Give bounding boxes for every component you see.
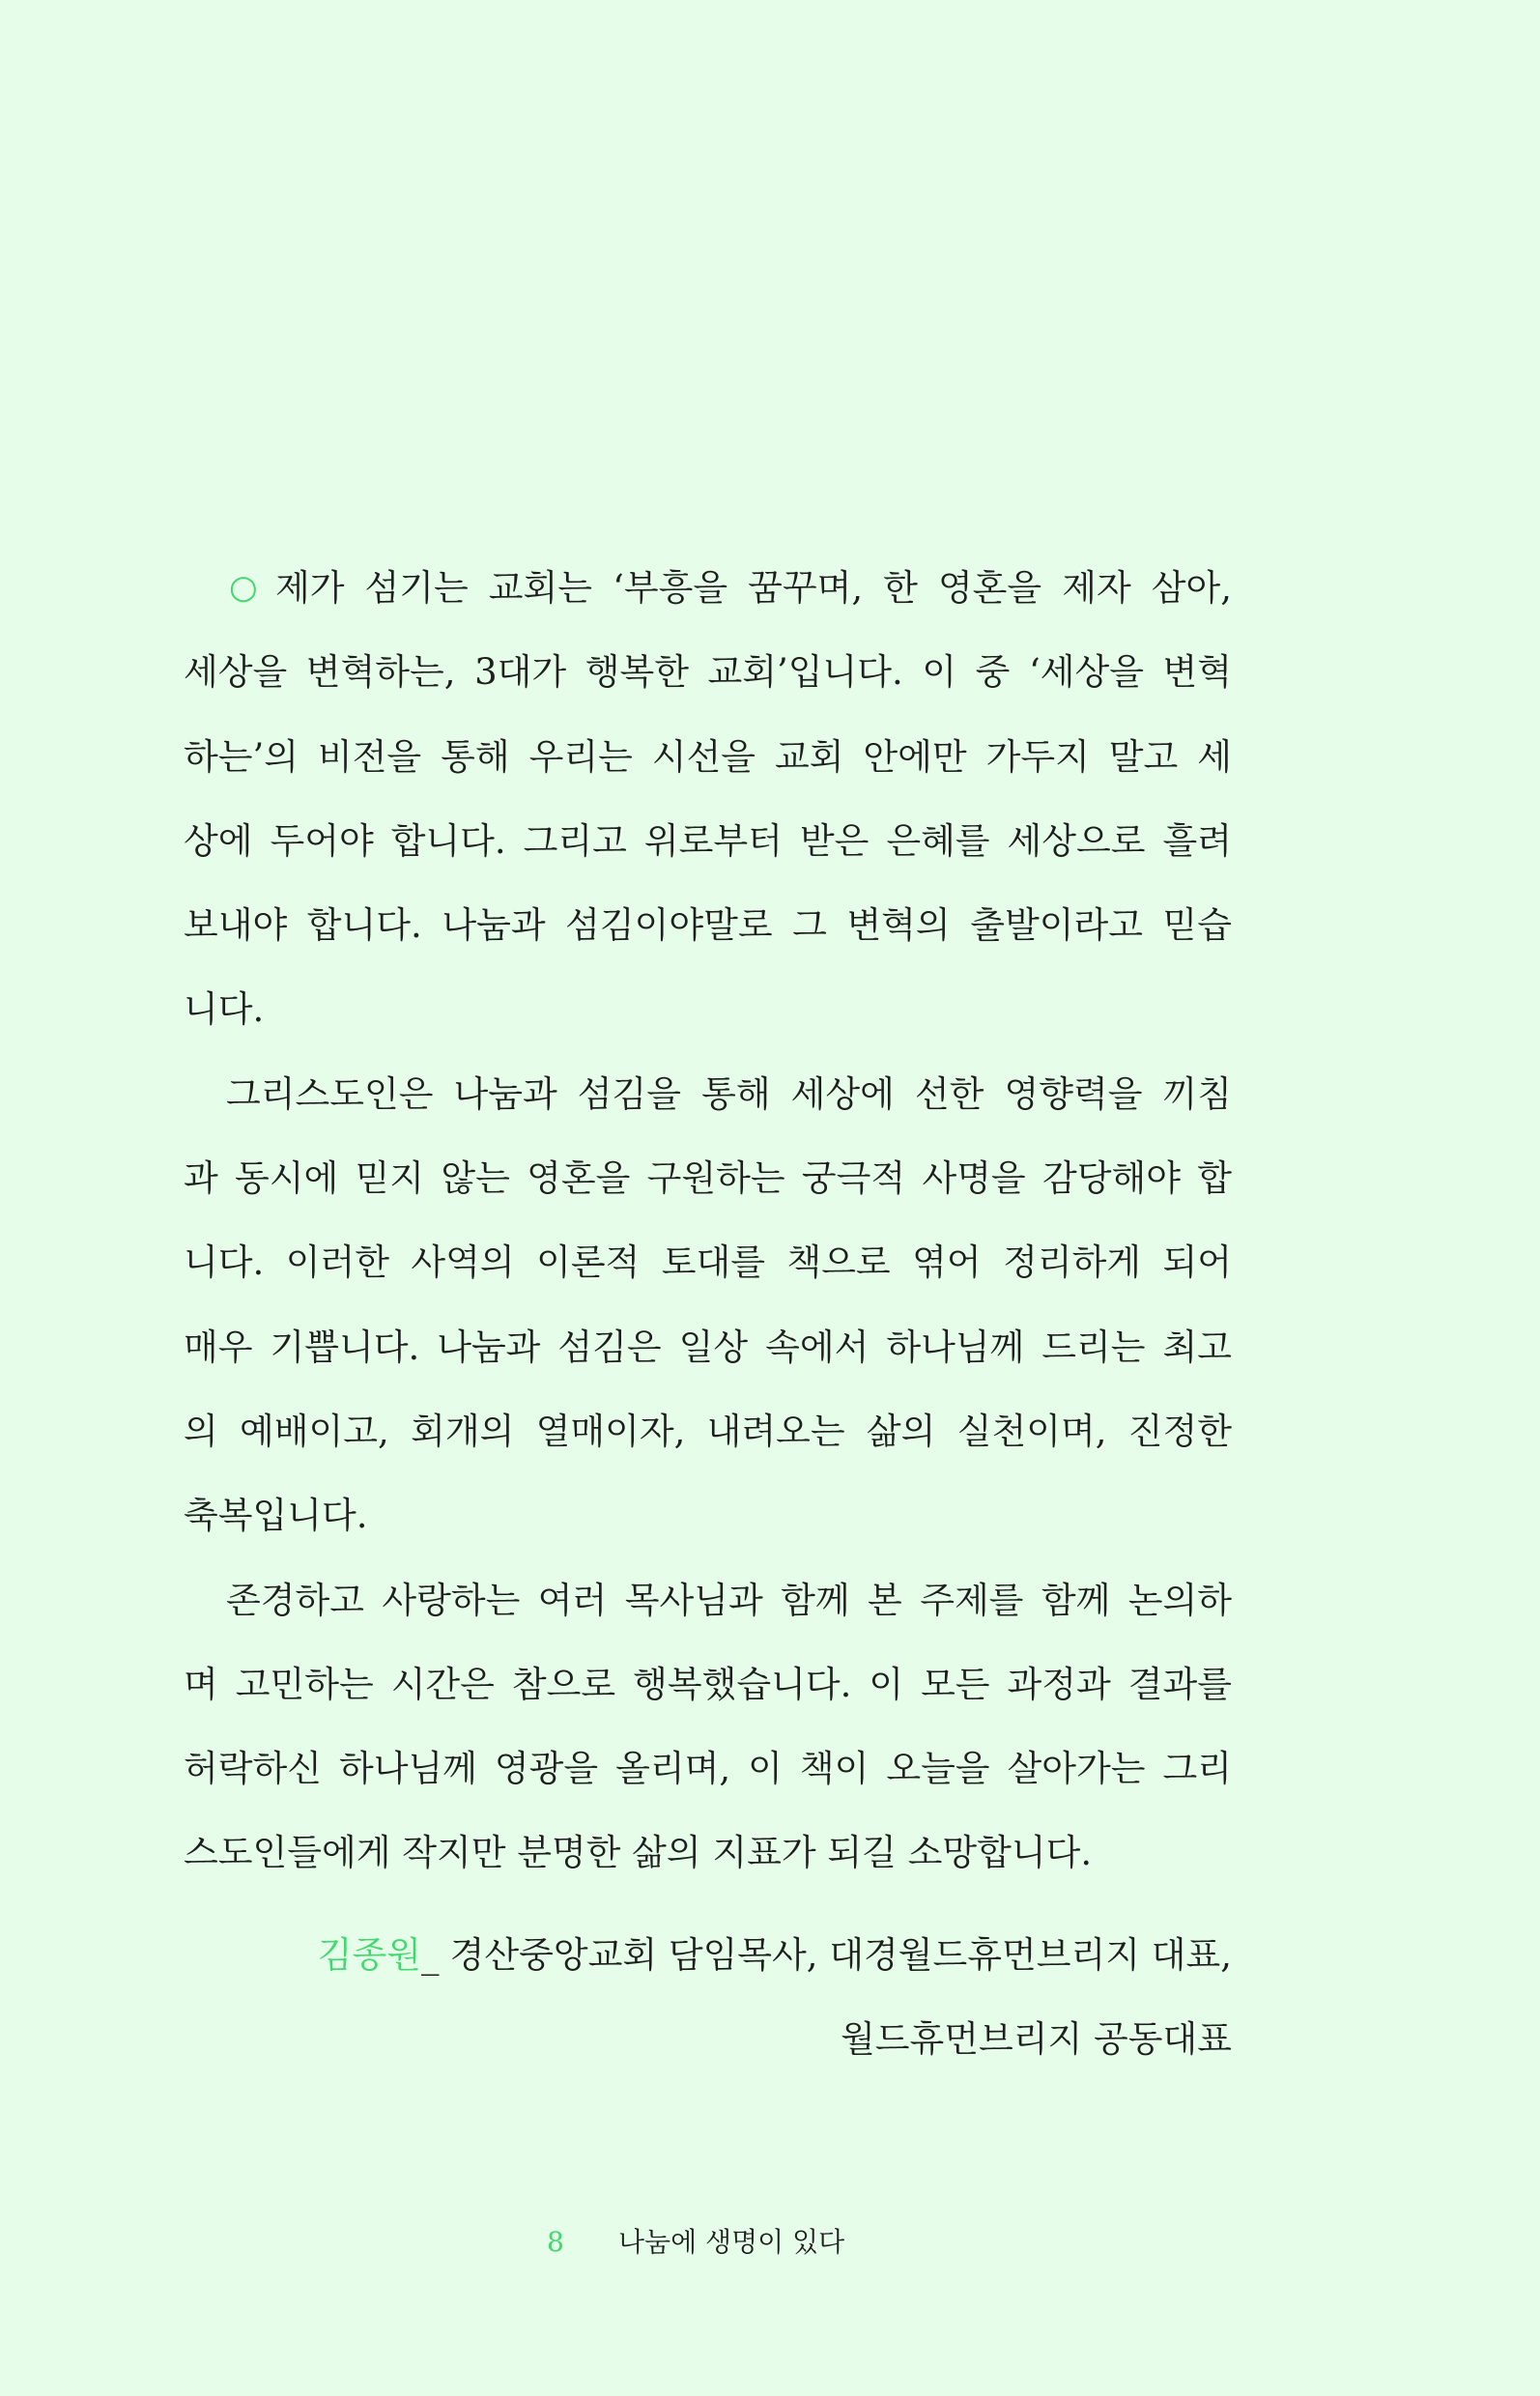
circle-marker-icon: ○ <box>229 568 258 607</box>
text-line <box>184 546 1232 630</box>
paragraph-3 <box>184 1558 1232 1896</box>
text-line: 그리스도인은 나눔과 섬김을 통해 세상에 선한 영향력을 끼침 <box>226 1072 1232 1115</box>
author-title-continued: 월드휴먼브리지 공동대표 <box>841 2018 1232 2061</box>
text-line: 과 동시에 믿지 않는 영혼을 구원하는 궁극적 사명을 감당해야 합 <box>184 1157 1232 1200</box>
page-footer <box>0 2224 1540 2261</box>
text-line: 매우 기쁩니다. 나눔과 섬김은 일상 속에서 하나님께 드리는 최고 <box>184 1326 1232 1368</box>
author-title: 경산중앙교회 담임목사, 대경월드휴먼브리지 대표, <box>449 1934 1232 1976</box>
text-line: 하는’의 비전을 통해 우리는 시선을 교회 안에만 가두지 말고 세 <box>184 735 1232 778</box>
author-name: 김종원 <box>317 1934 422 1976</box>
body-text <box>184 546 1232 1896</box>
signature-line-1 <box>184 1913 1232 1997</box>
text-line: 의 예배이고, 회개의 열매이자, 내려오는 삶의 실천이며, 진정한 <box>184 1410 1232 1452</box>
page-number: 8 <box>547 2226 564 2258</box>
text-line: 보내야 합니다. 나눔과 섬김이야말로 그 변혁의 출발이라고 믿습 <box>184 904 1232 947</box>
text-line: 허락하신 하나님께 영광을 올리며, 이 책이 오늘을 살아가는 그리 <box>184 1748 1232 1790</box>
book-title: 나눔에 생명이 있다 <box>618 2226 845 2258</box>
paragraph-2 <box>184 1052 1232 1558</box>
text-line: 존경하고 사랑하는 여러 목사님과 함께 본 주제를 함께 논의하 <box>226 1579 1232 1621</box>
text-line: 축복입니다. <box>184 1495 368 1537</box>
name-separator: _ <box>421 1934 440 1976</box>
text-line-content: 제가 섬기는 교회는 ‘부흥을 꿈꾸며, 한 영혼을 제자 삼아, <box>275 567 1232 609</box>
text-line: 며 고민하는 시간은 참으로 행복했습니다. 이 모든 과정과 결과를 <box>184 1663 1232 1705</box>
signature-line-2 <box>184 1997 1232 2081</box>
paragraph-1 <box>184 546 1232 1052</box>
author-signature <box>184 1913 1232 2082</box>
text-line: 세상을 변혁하는, 3대가 행복한 교회’입니다. 이 중 ‘세상을 변혁 <box>184 651 1232 694</box>
text-line: 상에 두어야 합니다. 그리고 위로부터 받은 은혜를 세상으로 흘려 <box>184 819 1232 862</box>
text-line: 스도인들에게 작지만 분명한 삶의 지표가 되길 소망합니다. <box>184 1832 1093 1874</box>
text-line: 니다. 이러한 사역의 이론적 토대를 책으로 엮어 정리하게 되어 <box>184 1241 1232 1284</box>
text-line: 니다. <box>184 988 265 1031</box>
